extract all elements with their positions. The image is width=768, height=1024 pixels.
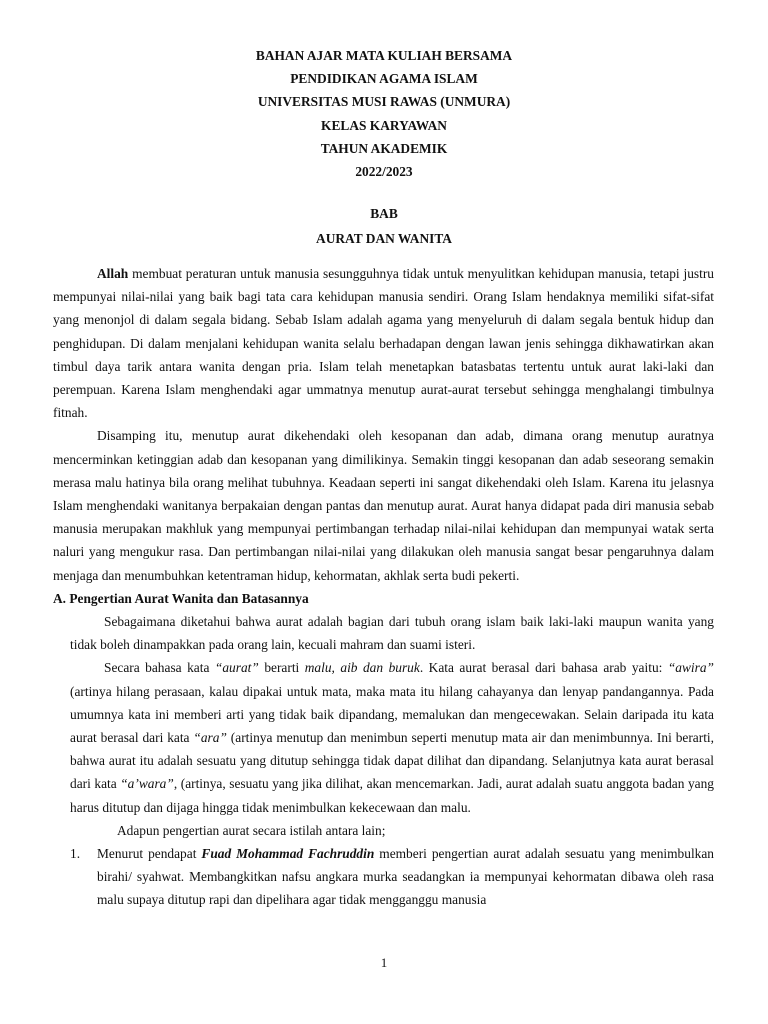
section-a-paragraph-3: Adapun pengertian aurat secara istilah antara lain; (117, 822, 386, 838)
term-awara: “a’wara” (120, 776, 174, 792)
intro-paragraph-2: Disamping itu, menutup aurat dikehendaki oleh kesopanan dan adab, dimana orang menutup auratnya mencerminkan ketinggian adab dan kesopanan yang dimilikinya. Semakin tinggi kesopanan dan adab seseorang semakin merasa malu hatinya bila orang melihat tubuhnya. Keadaan seperti ini sangat dikehendaki oleh Islam. Karena itu jelasnya Islam menghendaki wanitanya berpakaian dengan pantas dan menutup aurat. Aurat hanya didapat pada diri manusia sebab manusia merupakan makhluk yang mempunyai pertimbangan terhadap nilai-nilai kehidupan dan mempunyai watak serta naluri yang mengukur rasa. Dan pertimbangan nilai-nilai yang dilakukan oleh manusia sangat besar pengaruhnya dalam menjaga dan menumbuhkan ketentraman hidup, kehormatan, akhlak serta budi pekerti. (53, 428, 714, 583)
author-name: Fuad Mohammad Fachruddin (201, 846, 375, 862)
text-run: berarti (258, 660, 305, 676)
text-run: (artinya menutup dan menimbun seperti menutup mata air dan menimbunnya. Ini berarti, bahwa aurat itu adalah sesuatu yang ditutup sehingga tidak dapat dilihat dan dipandang. Selanjutnya kata aurat berasal dari kata (70, 730, 714, 792)
list-item (70, 842, 714, 912)
text-run: Menurut pendapat (97, 846, 202, 862)
title-line-5: TAHUN AKADEMIK (320, 140, 448, 156)
title-line-3: UNIVERSITAS MUSI RAWAS (UNMURA) (257, 94, 511, 110)
section-a-content (70, 610, 714, 912)
term-ara: “ara” (193, 730, 227, 746)
chapter-title: AURAT DAN WANITA (316, 231, 452, 246)
intro-paragraph-1-text: membuat peraturan untuk manusia sesungguhnya tidak untuk menyulitkan kehidupan manusia, tetapi justru mempunyai nilai-nilai yang baik bagi tata cara kehidupan manusia sendiri. Orang Islam hendaknya memiliki sifat-sifat yang menonjol di dalam segala bidang. Sebab Islam adalah agama yang menyeluruh di dalam segala bentuk hidup dan penghidupan. Di dalam menjalani kehidupan wanita selalu berhadapan dengan lawan jenis sehingga dikhawatirkan akan timbul daya tarik antara wanita dengan pria. Islam telah menetapkan batasbatas tertentu untuk aurat laki-laki dan perempuan. Karena Islam menghendaki agar ummatnya menutup aurat-aurat tersebut sehingga menghalangi timbulnya fitnah. (53, 266, 714, 421)
text-run: , (artinya, sesuatu yang jika dilihat, akan mencemarkan. Jadi, aurat adalah suatu anggota badan yang harus ditutup dan dijaga hingga tidak menimbulkan kekecewaan dan malu. (70, 776, 714, 815)
page-number: 1 (380, 955, 388, 970)
title-line-1: BAHAN AJAR MATA KULIAH BERSAMA (255, 48, 513, 63)
text-run: memberi pengertian aurat adalah sesuatu yang menimbulkan birahi/ syahwat. Membangkitkan nafsu angkara murka seadangkan ia mempunyai kehormatan dibawa oleh rasa malu supaya ditutup rapi dan dipelihara agar tidak mengganggu manusia (97, 846, 714, 908)
title-line-2: PENDIDIKAN AGAMA ISLAM (290, 71, 478, 87)
title-line-6: 2022/2023 (355, 164, 413, 180)
chapter-heading (0, 201, 768, 251)
term-aurat: “aurat” (214, 660, 259, 676)
text-run: . Kata aurat berasal dari bahasa arab yaitu: (419, 660, 668, 676)
section-a-paragraph-2 (70, 656, 714, 818)
title-line-4: KELAS KARYAWAN (321, 117, 447, 133)
list-item-number: 1. (70, 846, 81, 862)
document-title-block (0, 44, 768, 183)
section-a-paragraph-1: Sebagaimana diketahui bahwa aurat adalah bagian dari tubuh orang islam baik laki-laki maupun wanita yang tidak boleh dinampakkan pada orang lain, kecuali mahram dan suami isteri. (70, 614, 714, 653)
document-body (53, 262, 714, 912)
definition-list (70, 842, 714, 912)
term-meaning: malu, aib dan buruk (304, 660, 420, 676)
text-run: Secara bahasa kata (104, 660, 215, 676)
term-awira: “awira” (667, 660, 715, 676)
chapter-label: BAB (370, 206, 398, 221)
section-a-heading: A. Pengertian Aurat Wanita dan Batasannya (53, 590, 309, 606)
intro-paragraph-1 (53, 262, 714, 424)
text-run: (artinya hilang perasaan, kalau dipakai untuk mata, maka mata itu hilang cahayanya dan lenyap pandangannya. Pada umumnya kata ini memberi arti yang tidak baik dipandang, memalukan dan mengecewakan. Selain daripada itu kata aurat berasal dari kata (70, 683, 714, 746)
intro-lead-word: Allah (97, 266, 129, 281)
